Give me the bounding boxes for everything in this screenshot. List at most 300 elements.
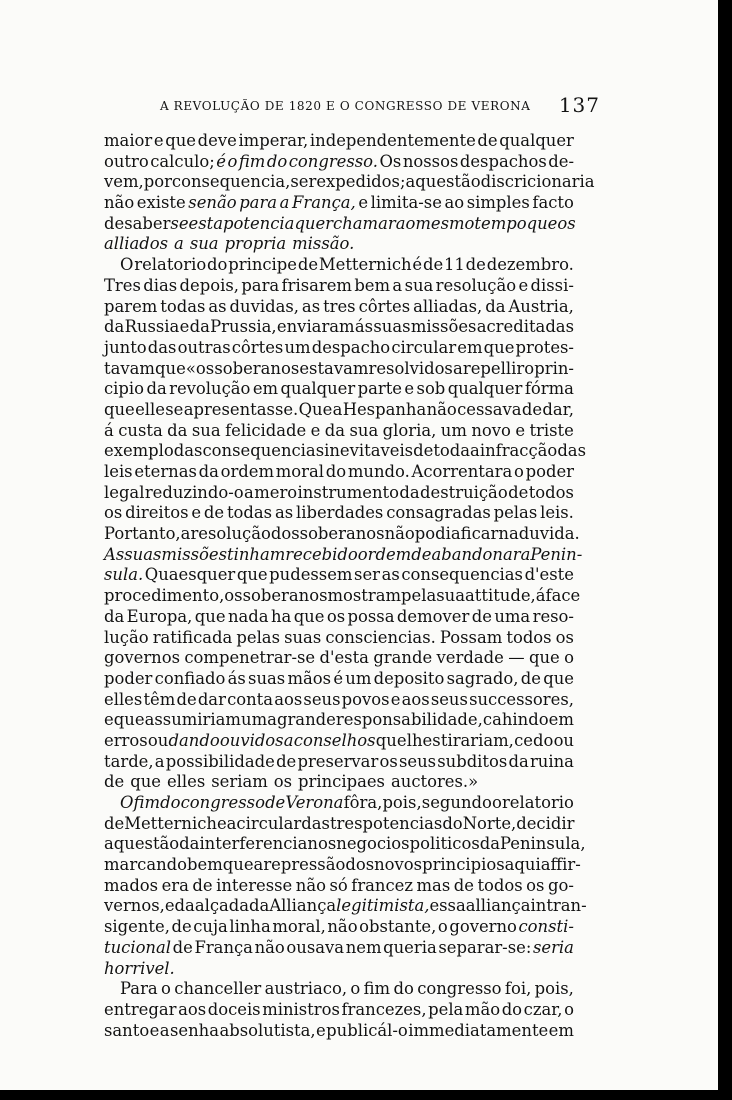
word: verdade bbox=[436, 648, 504, 668]
word: Tres bbox=[104, 275, 141, 295]
italic-word: mesmo bbox=[415, 213, 475, 233]
italic-word: de bbox=[265, 793, 286, 812]
word: se bbox=[165, 399, 184, 419]
italic-word: fim bbox=[238, 151, 266, 171]
word: Portanto, bbox=[104, 524, 181, 544]
italic-word: do bbox=[160, 793, 181, 812]
word: seus bbox=[303, 689, 341, 709]
text-line bbox=[104, 752, 574, 773]
text-line bbox=[104, 938, 574, 959]
word: de bbox=[465, 255, 486, 275]
italic-word: seria bbox=[532, 937, 574, 957]
italic-word: os bbox=[557, 213, 576, 233]
word: de bbox=[172, 937, 193, 957]
word: todos bbox=[506, 627, 552, 647]
word: leis. bbox=[540, 503, 574, 523]
italic-word: tempo bbox=[474, 213, 527, 233]
word: dos bbox=[270, 524, 300, 544]
text-line bbox=[104, 669, 574, 690]
word: que bbox=[194, 606, 226, 626]
word: ás bbox=[227, 668, 246, 688]
word: Peninsula, bbox=[500, 834, 586, 854]
word: soberanos bbox=[299, 524, 385, 544]
text-line bbox=[104, 1000, 574, 1021]
word: ruina bbox=[529, 751, 574, 771]
italic-word: conselhos bbox=[293, 730, 376, 750]
word: o bbox=[350, 979, 361, 999]
word: do bbox=[393, 979, 414, 999]
italic-word: senão bbox=[188, 193, 237, 213]
word: das bbox=[301, 813, 330, 833]
word: povos bbox=[341, 689, 390, 709]
word: mostram bbox=[327, 586, 402, 606]
text-line bbox=[104, 172, 595, 193]
word: a bbox=[253, 855, 264, 875]
word: queria bbox=[383, 937, 437, 957]
word: dos bbox=[345, 855, 375, 875]
word: da bbox=[179, 834, 200, 854]
word: da bbox=[104, 606, 125, 626]
word: discricionaria bbox=[480, 172, 595, 192]
word: dar bbox=[197, 689, 226, 709]
word: simples bbox=[466, 193, 530, 213]
word: a bbox=[104, 834, 114, 854]
word: qualquer bbox=[447, 379, 523, 399]
word: sua bbox=[436, 586, 466, 606]
word: independentemente bbox=[309, 131, 476, 150]
word: Prussia, bbox=[210, 317, 277, 337]
italic-word: consti- bbox=[518, 917, 574, 937]
word: cipio bbox=[104, 379, 145, 399]
word: consciencias. bbox=[325, 627, 436, 647]
text-line bbox=[104, 876, 574, 897]
word: ás bbox=[354, 317, 374, 337]
word: limita-se bbox=[370, 193, 442, 213]
word: á bbox=[535, 586, 546, 606]
word: ser bbox=[290, 172, 317, 192]
word: bem bbox=[354, 275, 391, 295]
word: uma bbox=[494, 606, 531, 626]
word: côrtes bbox=[358, 296, 411, 316]
italic-word: legitimista, bbox=[336, 896, 430, 916]
word: resolução bbox=[190, 524, 271, 544]
word: Acorrentara bbox=[411, 462, 513, 481]
word: era bbox=[161, 875, 189, 895]
word: go- bbox=[547, 875, 574, 895]
word: o bbox=[514, 462, 524, 481]
word: mas bbox=[416, 875, 451, 895]
word: a bbox=[470, 441, 480, 461]
word: questão bbox=[113, 834, 180, 854]
text-line bbox=[104, 503, 574, 524]
word: a bbox=[405, 172, 416, 192]
word: moral, bbox=[272, 917, 326, 937]
word: da bbox=[508, 751, 529, 771]
word: consagradas bbox=[386, 503, 491, 523]
word: de bbox=[521, 399, 543, 419]
word: circular bbox=[391, 337, 457, 357]
word: do bbox=[442, 813, 463, 833]
italic-word: suas bbox=[124, 544, 162, 564]
running-title: A REVOLUÇÃO DE 1820 E O CONGRESSO DE VERONA bbox=[160, 99, 531, 113]
word: o bbox=[564, 999, 574, 1019]
italic-word: missões bbox=[161, 544, 227, 564]
word: de bbox=[104, 772, 125, 792]
word: cahindo bbox=[482, 710, 549, 730]
word: não bbox=[426, 399, 457, 419]
text-line bbox=[104, 400, 574, 421]
text-line bbox=[104, 1021, 574, 1042]
word: vem, bbox=[104, 172, 144, 192]
word: reduzindo-o bbox=[144, 482, 244, 502]
italic-word: para bbox=[239, 193, 278, 213]
word: pois, bbox=[382, 793, 422, 812]
word: elle bbox=[135, 399, 165, 419]
word: ficar bbox=[460, 524, 499, 544]
word: confiado bbox=[154, 668, 226, 688]
word: Norte, bbox=[462, 813, 517, 833]
word: potencias bbox=[362, 813, 443, 833]
word: grande bbox=[276, 710, 336, 730]
word: triste bbox=[529, 420, 574, 440]
word: outro bbox=[104, 151, 149, 171]
word: para bbox=[241, 275, 280, 295]
italic-word: ao bbox=[395, 213, 416, 233]
word: todos bbox=[528, 482, 574, 502]
word: que bbox=[483, 337, 515, 357]
word: direitos bbox=[125, 503, 189, 523]
word: exemplo bbox=[104, 441, 174, 461]
word: um bbox=[345, 668, 372, 688]
word: possa bbox=[347, 606, 395, 626]
word: grande bbox=[373, 648, 433, 668]
word: e bbox=[358, 193, 369, 213]
word: os bbox=[555, 627, 574, 647]
word: apresentasse. bbox=[183, 399, 299, 419]
word: mundo. bbox=[347, 462, 410, 481]
italic-word: Penin- bbox=[530, 544, 583, 564]
word: não bbox=[104, 193, 135, 213]
body-text bbox=[104, 131, 595, 1041]
word: que bbox=[155, 358, 186, 378]
word: attitude, bbox=[465, 586, 536, 606]
word: não bbox=[254, 937, 285, 957]
word: e bbox=[515, 420, 526, 440]
word: os bbox=[379, 751, 398, 771]
word: Austria, bbox=[508, 296, 574, 316]
word: relatorio bbox=[134, 255, 207, 275]
word: enviaram bbox=[276, 317, 355, 337]
word: de bbox=[508, 482, 529, 502]
word: nossos bbox=[402, 151, 459, 171]
word: politicos bbox=[409, 834, 480, 854]
word: francez bbox=[351, 875, 413, 895]
word: Possam bbox=[439, 627, 503, 647]
word: tirariam, bbox=[440, 730, 514, 750]
word: compenetrar-se bbox=[184, 648, 316, 668]
word: a bbox=[244, 482, 254, 502]
word: a bbox=[226, 813, 237, 833]
word: de bbox=[297, 255, 319, 275]
word: imperar, bbox=[238, 131, 309, 150]
word: os bbox=[326, 606, 346, 626]
word: dissi- bbox=[530, 275, 574, 295]
word: do bbox=[501, 999, 523, 1019]
italic-word: fim bbox=[133, 793, 161, 812]
word: Europa, bbox=[126, 606, 193, 626]
word: seriam bbox=[211, 772, 268, 792]
word: decidir bbox=[516, 813, 575, 833]
word: que bbox=[293, 606, 325, 626]
word: ministros bbox=[262, 999, 340, 1019]
word: de bbox=[276, 751, 297, 771]
word: repressão bbox=[263, 855, 346, 875]
italic-word: tinham bbox=[227, 544, 286, 564]
word: legal bbox=[104, 482, 145, 502]
word: seus bbox=[430, 689, 468, 709]
word: tavam bbox=[104, 358, 155, 378]
word: prin- bbox=[534, 358, 574, 378]
word: principios bbox=[422, 855, 505, 875]
word: em bbox=[548, 1020, 574, 1040]
word: facto bbox=[532, 193, 574, 213]
word: e bbox=[191, 503, 202, 523]
word: inevitaveis bbox=[324, 441, 414, 461]
word: e bbox=[164, 896, 175, 916]
word: essa bbox=[429, 896, 466, 916]
word: alliança bbox=[465, 896, 531, 916]
italic-word: a bbox=[520, 544, 531, 564]
italic-word: a bbox=[283, 730, 294, 750]
word: poder bbox=[525, 462, 574, 481]
word: consequencia, bbox=[171, 172, 291, 192]
text-line bbox=[104, 297, 574, 318]
text-line bbox=[104, 855, 581, 876]
word: resolução bbox=[435, 275, 517, 295]
word: face bbox=[545, 586, 581, 606]
word: moral bbox=[275, 462, 325, 481]
text-line bbox=[104, 234, 574, 255]
word: e bbox=[518, 275, 529, 295]
word: o bbox=[437, 917, 448, 937]
word: linha bbox=[229, 917, 271, 937]
italic-word: a bbox=[174, 234, 184, 254]
text-line bbox=[104, 544, 583, 566]
word: consequencias bbox=[401, 565, 523, 585]
word: e bbox=[104, 710, 114, 730]
word: que bbox=[130, 772, 161, 792]
word: da bbox=[174, 896, 195, 916]
word: possibilidade bbox=[165, 751, 275, 771]
text-line bbox=[104, 276, 574, 297]
italic-word: congresso. bbox=[288, 151, 378, 171]
italic-word: abandonar bbox=[431, 544, 521, 564]
text-line bbox=[104, 317, 574, 338]
word: despachos bbox=[459, 151, 547, 171]
word: e bbox=[390, 689, 401, 709]
word: pela bbox=[428, 999, 464, 1019]
text-line bbox=[104, 793, 574, 814]
word: podia bbox=[414, 524, 461, 544]
word: em bbox=[252, 379, 279, 399]
word: affir- bbox=[540, 855, 581, 875]
word: mados bbox=[104, 875, 159, 895]
word: responsabilidade, bbox=[335, 710, 483, 730]
word: que bbox=[375, 730, 407, 750]
word: eternas bbox=[134, 462, 197, 481]
word: segundo bbox=[421, 793, 492, 812]
word: os bbox=[526, 875, 545, 895]
word: que bbox=[165, 131, 196, 150]
word: do bbox=[325, 462, 347, 481]
italic-word: propria bbox=[224, 234, 287, 254]
word: nada bbox=[227, 606, 269, 626]
word: czar, bbox=[523, 999, 563, 1019]
word: que bbox=[104, 399, 135, 419]
word: leis bbox=[104, 462, 133, 481]
word: e bbox=[216, 813, 227, 833]
word: França bbox=[194, 937, 253, 957]
word: ser bbox=[354, 565, 380, 585]
word: que bbox=[236, 565, 268, 585]
text-line bbox=[104, 896, 587, 917]
word: elles bbox=[166, 772, 206, 792]
word: e bbox=[310, 420, 321, 440]
word: da bbox=[399, 482, 420, 502]
word: separar-se: bbox=[438, 937, 532, 957]
word: e bbox=[153, 131, 164, 150]
text-line bbox=[104, 565, 574, 586]
word: qualquer bbox=[280, 379, 356, 399]
word: do bbox=[207, 255, 228, 275]
italic-word: recebido bbox=[285, 544, 358, 564]
word: que bbox=[528, 648, 560, 668]
word: parem bbox=[104, 296, 158, 316]
word: as bbox=[301, 296, 321, 316]
word: estavam bbox=[299, 358, 369, 378]
word: de bbox=[192, 875, 213, 895]
word: aos bbox=[401, 689, 430, 709]
word: da bbox=[146, 379, 167, 399]
word: as bbox=[208, 296, 227, 316]
word: de bbox=[104, 213, 125, 233]
word: fim bbox=[363, 979, 391, 999]
word: toda bbox=[433, 441, 471, 461]
word: duvidas, bbox=[229, 296, 299, 316]
word: e bbox=[404, 379, 415, 399]
word: pelas bbox=[493, 503, 538, 523]
word: deposito bbox=[373, 668, 445, 688]
word: das bbox=[147, 337, 177, 357]
text-line bbox=[104, 441, 586, 462]
word: é bbox=[412, 255, 423, 275]
word: de bbox=[203, 503, 225, 523]
text-line bbox=[104, 628, 574, 649]
word: bem bbox=[187, 855, 223, 875]
italic-word: ordem bbox=[357, 544, 412, 564]
word: de bbox=[171, 917, 192, 937]
word: novo bbox=[471, 420, 511, 440]
italic-word: sula. bbox=[104, 565, 144, 585]
word: preservar bbox=[297, 751, 379, 771]
word: suas bbox=[373, 317, 411, 337]
word: principaes bbox=[298, 772, 385, 792]
word: O bbox=[120, 255, 134, 275]
word: instrumento bbox=[297, 482, 399, 502]
word: que bbox=[543, 668, 574, 688]
word: assumiriam bbox=[144, 710, 241, 730]
italic-word: é bbox=[216, 151, 226, 171]
word: as bbox=[381, 565, 400, 585]
word: immediatamente bbox=[408, 1020, 549, 1040]
word: os bbox=[104, 503, 123, 523]
italic-word: o bbox=[227, 151, 238, 171]
word: suas bbox=[284, 627, 322, 647]
word: — bbox=[508, 648, 525, 668]
word: chanceller bbox=[174, 979, 262, 999]
word: côrtes bbox=[231, 337, 284, 357]
word: um bbox=[284, 337, 311, 357]
text-line bbox=[104, 959, 574, 980]
word: a bbox=[159, 1020, 170, 1040]
italic-word: O bbox=[120, 793, 134, 812]
word: fórma bbox=[524, 379, 574, 399]
word: questão bbox=[415, 172, 481, 192]
page-number: 137 bbox=[558, 93, 600, 117]
italic-word: a bbox=[279, 193, 290, 213]
text-line bbox=[104, 524, 580, 545]
word: «os bbox=[185, 358, 215, 378]
word: não bbox=[384, 524, 415, 544]
word: governo bbox=[449, 917, 517, 937]
word: resolvidos bbox=[368, 358, 453, 378]
word: protes- bbox=[515, 337, 574, 357]
word: successores, bbox=[469, 689, 574, 709]
word: sagrado, bbox=[446, 668, 519, 688]
word: procedimento, bbox=[104, 586, 225, 606]
word: a bbox=[154, 751, 165, 771]
word: nos bbox=[307, 834, 337, 854]
word: calculo; bbox=[150, 151, 215, 171]
word: junto bbox=[104, 337, 147, 357]
word: elles bbox=[104, 689, 143, 709]
word: repellir bbox=[462, 358, 525, 378]
word: aos bbox=[274, 689, 303, 709]
word: d'esta bbox=[319, 648, 369, 668]
word: de bbox=[520, 668, 541, 688]
word: lução bbox=[104, 627, 149, 647]
word: erros bbox=[104, 730, 148, 750]
word: demover bbox=[396, 606, 470, 626]
word: Metternich bbox=[318, 255, 412, 275]
text-line bbox=[104, 359, 574, 380]
word: missões bbox=[410, 317, 477, 337]
text-line bbox=[104, 193, 574, 214]
word: o bbox=[524, 358, 535, 378]
italic-word: horrivel. bbox=[104, 958, 175, 978]
word: revolução bbox=[169, 379, 251, 399]
word: acreditadas bbox=[476, 317, 574, 337]
word: reso- bbox=[532, 606, 574, 626]
text-line bbox=[104, 255, 574, 276]
word: nem bbox=[345, 937, 382, 957]
word: da bbox=[479, 834, 500, 854]
word: só bbox=[329, 875, 348, 895]
word: de bbox=[176, 689, 197, 709]
text-line bbox=[104, 690, 574, 711]
word: governos bbox=[104, 648, 180, 668]
word: da bbox=[249, 896, 270, 916]
